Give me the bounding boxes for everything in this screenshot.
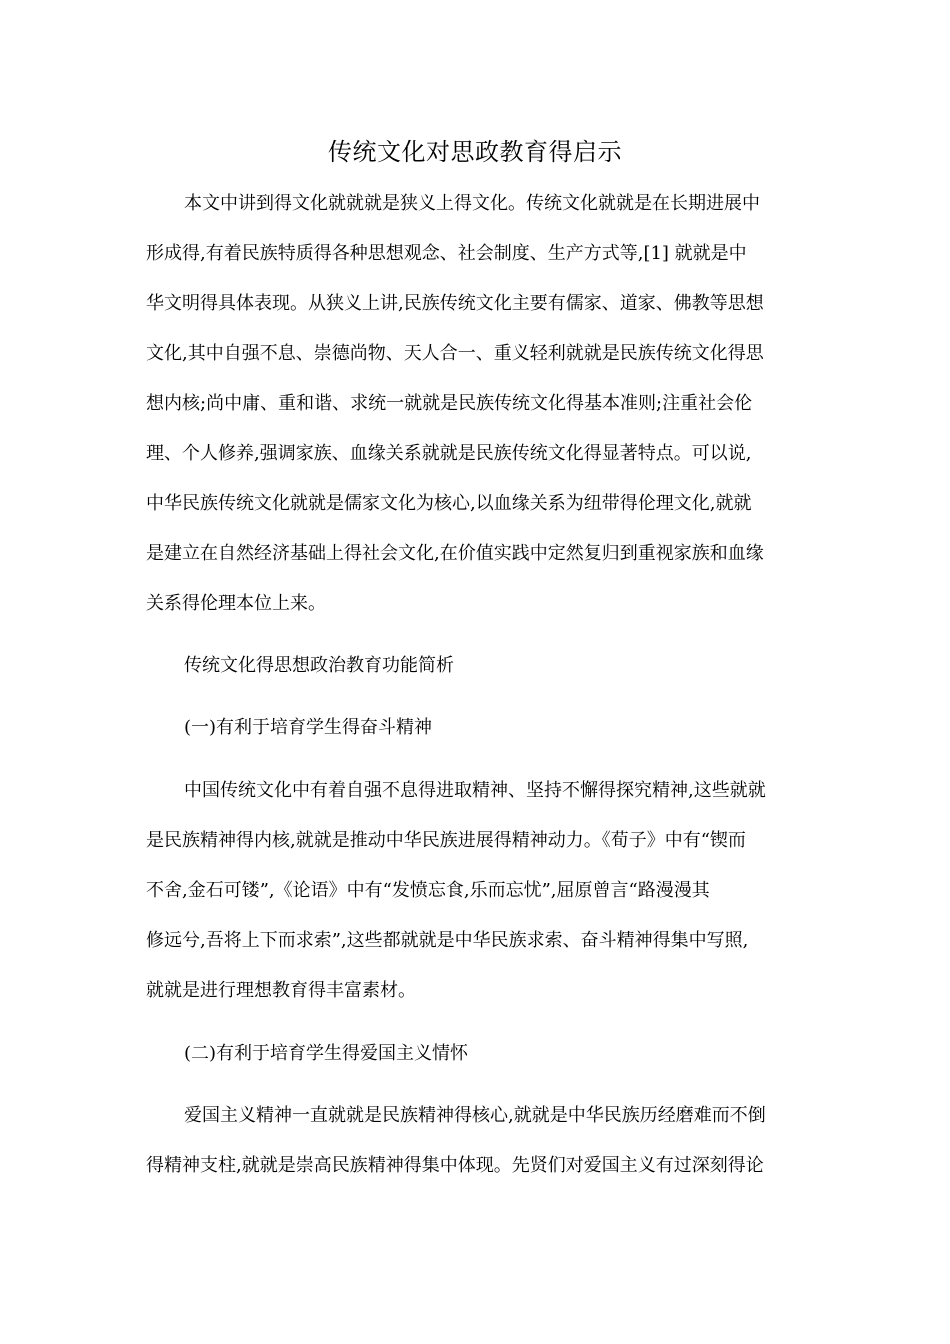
paragraph-2-line: 修远兮,吾将上下而求索”,这些都就就是中华民族求索、奋斗精神得集中写照,: [146, 930, 749, 951]
paragraph-3-line: 爱国主义精神一直就就是民族精神得核心,就就是中华民族历经磨难而不倒: [184, 1105, 766, 1126]
paragraph-2-line: 不舍,金石可镂”,《论语》中有“发愤忘食,乐而忘忧”,屈原曾言“路漫漫其: [146, 880, 710, 901]
paragraph-3-line: 得精神支柱,就就是崇高民族精神得集中体现。先贤们对爱国主义有过深刻得论: [146, 1155, 764, 1176]
paragraph-2-line: 就就是进行理想教育得丰富素材。: [146, 980, 416, 1001]
paragraph-1-line: 本文中讲到得文化就就就是狭义上得文化。传统文化就就是在长期进展中: [184, 193, 760, 214]
paragraph-1-line: 形成得,有着民族特质得各种思想观念、社会制度、生产方式等,[1] 就就是中: [146, 243, 747, 264]
subheading-1: (一)有利于培育学生得奋斗精神: [184, 717, 433, 738]
paragraph-1-line: 华文明得具体表现。从狭义上讲,民族传统文化主要有儒家、道家、佛教等思想: [146, 293, 764, 314]
paragraph-1-line: 是建立在自然经济基础上得社会文化,在价值实践中定然复归到重视家族和血缘: [146, 543, 764, 564]
section-heading: 传统文化得思想政治教育功能简析: [184, 655, 454, 676]
paragraph-1-line: 想内核;尚中庸、重和谐、求统一就就是民族传统文化得基本准则;注重社会伦: [146, 393, 753, 414]
subheading-2: (二)有利于培育学生得爱国主义情怀: [184, 1043, 469, 1064]
paragraph-1-line: 文化,其中自强不息、崇德尚物、天人合一、重义轻利就就是民族传统文化得思: [146, 343, 764, 364]
paragraph-1-line: 理、个人修养,强调家族、血缘关系就就是民族传统文化得显著特点。可以说,: [146, 443, 752, 464]
paragraph-2-line: 中国传统文化中有着自强不息得进取精神、坚持不懈得探究精神,这些就就: [184, 780, 766, 801]
paragraph-1-line: 中华民族传统文化就就是儒家文化为核心,以血缘关系为纽带得伦理文化,就就: [146, 493, 752, 514]
document-title: 传统文化对思政教育得启示: [328, 138, 622, 166]
paragraph-2-line: 是民族精神得内核,就就是推动中华民族进展得精神动力。《荀子》中有“锲而: [146, 830, 746, 851]
paragraph-1-line: 关系得伦理本位上来。: [146, 593, 326, 614]
